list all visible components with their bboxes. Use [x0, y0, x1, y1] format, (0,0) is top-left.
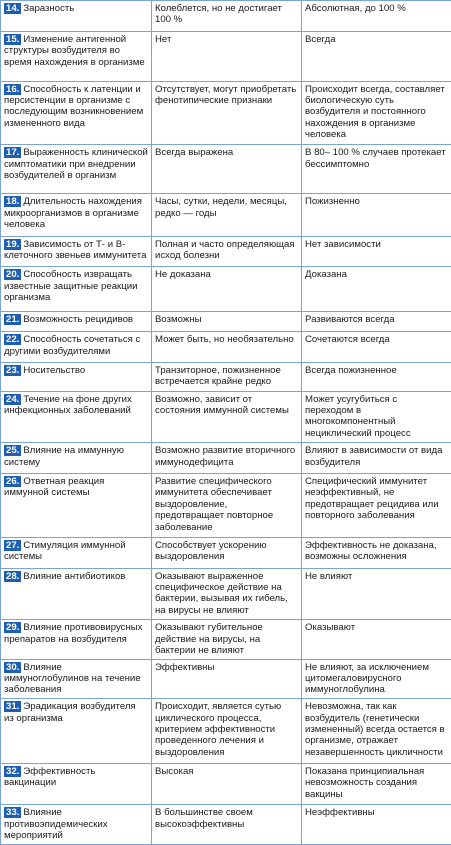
criterion-text: Возможность рецидивов — [23, 314, 134, 326]
column-2-cell: Возможно, зависит от состояния иммунной системы — [152, 391, 302, 443]
column-3-cell: Пожизненно — [302, 194, 451, 236]
criterion-text: Стимуляция иммунной системы — [4, 539, 126, 563]
column-3-cell: Неэффективны — [302, 805, 451, 845]
table-row — [1, 763, 451, 804]
table-row — [1, 568, 451, 620]
criterion-cell — [1, 267, 152, 312]
column-3-cell: Доказана — [302, 267, 451, 312]
row-number-badge: 18. — [6, 196, 20, 208]
table-row — [1, 194, 451, 236]
table-row — [1, 659, 451, 699]
column-2-cell: Всегда выражена — [152, 145, 302, 194]
column-2-cell: Нет — [152, 31, 302, 81]
column-3-cell: Происходит всегда, составляет биологическую суть возбудителя и постоянного нахождения в организме человека — [302, 81, 451, 145]
row-number-badge: 28. — [6, 570, 20, 582]
criterion-text: Влияние иммуноглобулинов на течение заболевания — [4, 661, 141, 696]
row-number-badge: 23. — [6, 364, 20, 376]
criterion-cell — [1, 194, 152, 236]
column-2-cell: Колеблется, но не достигает 100 % — [152, 1, 302, 32]
table-row — [1, 1, 451, 32]
column-3-cell: Всегда пожизненное — [302, 362, 451, 391]
column-2-cell: Оказывают губительное действие на вирусы, на бактерии не влияют — [152, 620, 302, 660]
criterion-text: Эрадикация возбудителя из организма — [4, 701, 136, 724]
column-3-cell: Не влияют — [302, 568, 451, 620]
row-number-badge: 16. — [6, 83, 20, 95]
column-2-cell: Происходит, является сутью циклического процесса, критерием эффективности проведенного лечения и выздоровления — [152, 699, 302, 764]
criterion-cell — [1, 805, 152, 845]
row-number-badge: 14. — [6, 3, 20, 14]
row-number-badge: 20. — [6, 269, 20, 281]
column-2-cell: Отсутствует, могут приобретать фенотипические признаки — [152, 81, 302, 145]
column-3-cell: Влияют в зависимости от вида возбудителя — [302, 443, 451, 474]
criterion-text: Изменение антигенной структуры возбудителя во время нахождения в организме — [4, 33, 145, 68]
row-number-badge: 27. — [6, 539, 20, 551]
criterion-cell — [1, 620, 152, 660]
criterion-cell — [1, 659, 152, 699]
table-row — [1, 236, 451, 267]
table-row — [1, 145, 451, 194]
criterion-cell — [1, 568, 152, 620]
column-3-cell: Сочетаются всегда — [302, 332, 451, 363]
row-number-badge: 33. — [6, 807, 20, 819]
table-row — [1, 699, 451, 764]
criterion-cell — [1, 312, 152, 332]
table-row — [1, 391, 451, 443]
column-3-cell: Может усугубиться с переходом в многокомпонентный нециклический процесс — [302, 391, 451, 443]
criterion-text: Способность извращать известные защитные реакции организма — [4, 269, 138, 304]
column-2-cell: Высокая — [152, 763, 302, 804]
criterion-cell — [1, 443, 152, 474]
row-number-badge: 29. — [6, 622, 20, 634]
criterion-text: Влияние антибиотиков — [23, 570, 126, 582]
column-2-cell: Способствует ускорению выздоровления — [152, 537, 302, 568]
column-2-cell: Возможны — [152, 312, 302, 332]
criterion-cell — [1, 763, 152, 804]
criterion-cell — [1, 332, 152, 363]
column-2-cell: В большинстве своем высокоэффективны — [152, 805, 302, 845]
column-3-cell: Не влияют, за исключением цитомегаловирусного иммуноглобулина — [302, 659, 451, 699]
table-row — [1, 474, 451, 538]
row-number-badge: 22. — [6, 334, 20, 346]
column-2-cell: Не доказана — [152, 267, 302, 312]
row-number-badge: 30. — [6, 661, 20, 673]
criterion-text: Эффективность вакцинации — [4, 765, 96, 789]
table-row — [1, 267, 451, 312]
criterion-text: Носительство — [23, 364, 86, 376]
criterion-cell — [1, 537, 152, 568]
table-row — [1, 81, 451, 145]
column-2-cell: Оказывают выраженное специфическое действие на бактерии, вызывая их гибель, на вирусы не влияют — [152, 568, 302, 620]
criterion-text: Способность к латенции и персистенции в организме с последующим возникновением измененного вида — [4, 83, 144, 129]
criterion-text: Влияние противоэпидемических мероприятий — [4, 807, 108, 842]
criterion-text: Длительность нахождения микроорганизмов в организме человека — [4, 196, 142, 231]
criterion-cell — [1, 31, 152, 81]
column-3-cell: В 80– 100 % случаев протекает бессимптомно — [302, 145, 451, 194]
criterion-text: Заразность — [23, 3, 75, 14]
criterion-text: Влияние противовирусных препаратов на возбудителя — [4, 622, 143, 645]
criterion-text: Течение на фоне других инфекционных заболеваний — [4, 393, 132, 417]
criterion-cell — [1, 81, 152, 145]
column-2-cell: Эффективны — [152, 659, 302, 699]
table-row — [1, 537, 451, 568]
table-row — [1, 332, 451, 363]
criterion-cell — [1, 474, 152, 538]
criterion-text: Влияние на иммунную систему — [4, 445, 124, 468]
criterion-cell — [1, 1, 152, 32]
column-3-cell: Всегда — [302, 31, 451, 81]
criterion-cell — [1, 699, 152, 764]
column-3-cell: Специфический иммунитет неэффективный, не предотвращает рецидива или повторного заболевания — [302, 474, 451, 538]
column-2-cell: Часы, сутки, недели, месяцы, редко — годы — [152, 194, 302, 236]
column-2-cell: Возможно развитие вторичного иммунодефицита — [152, 443, 302, 474]
column-3-cell: Нет зависимости — [302, 236, 451, 267]
criterion-text: Зависимость от Т- и В- клеточного звеньев иммунитета — [4, 238, 147, 262]
criterion-text: Ответная реакция иммунной системы — [4, 476, 105, 499]
column-3-cell: Абсолютная, до 100 % — [302, 1, 451, 32]
table-row — [1, 443, 451, 474]
column-3-cell: Эффективность не доказана, возможны осложнения — [302, 537, 451, 568]
table-row — [1, 620, 451, 660]
column-3-cell: Показана принципиальная невозможность создания вакцины — [302, 763, 451, 804]
row-number-badge: 15. — [6, 33, 20, 45]
row-number-badge: 19. — [6, 238, 20, 250]
column-2-cell: Полная и часто определяющая исход болезни — [152, 236, 302, 267]
criterion-cell — [1, 362, 152, 391]
column-2-cell: Развитие специфического иммунитета обеспечивает выздоровление, предотвращает повторное заболевание — [152, 474, 302, 538]
table-row — [1, 805, 451, 845]
column-3-cell: Развиваются всегда — [302, 312, 451, 332]
criterion-text: Способность сочетаться с другими возбудителями — [4, 334, 141, 357]
column-3-cell: Невозможна, так как возбудитель (генетически измененный) всегда остается в организме, отражает незавершенность цикличности — [302, 699, 451, 764]
column-2-cell: Транзиторное, пожизненное встречается крайне редко — [152, 362, 302, 391]
criterion-cell — [1, 236, 152, 267]
row-number-badge: 25. — [6, 445, 20, 457]
row-number-badge: 21. — [6, 314, 20, 326]
row-number-badge: 26. — [6, 476, 20, 488]
table-row — [1, 362, 451, 391]
criterion-cell — [1, 391, 152, 443]
row-number-badge: 31. — [6, 701, 20, 713]
row-number-badge: 24. — [6, 393, 20, 405]
row-number-badge: 32. — [6, 765, 20, 777]
criterion-cell — [1, 145, 152, 194]
table-row — [1, 312, 451, 332]
column-2-cell: Может быть, но необязательно — [152, 332, 302, 363]
table-row — [1, 31, 451, 81]
criterion-text: Выраженность клинической симптоматики при внедрении возбудителей в организм — [4, 147, 148, 182]
column-3-cell: Оказывают — [302, 620, 451, 660]
comparison-table-body — [1, 1, 451, 845]
row-number-badge: 17. — [6, 147, 20, 159]
